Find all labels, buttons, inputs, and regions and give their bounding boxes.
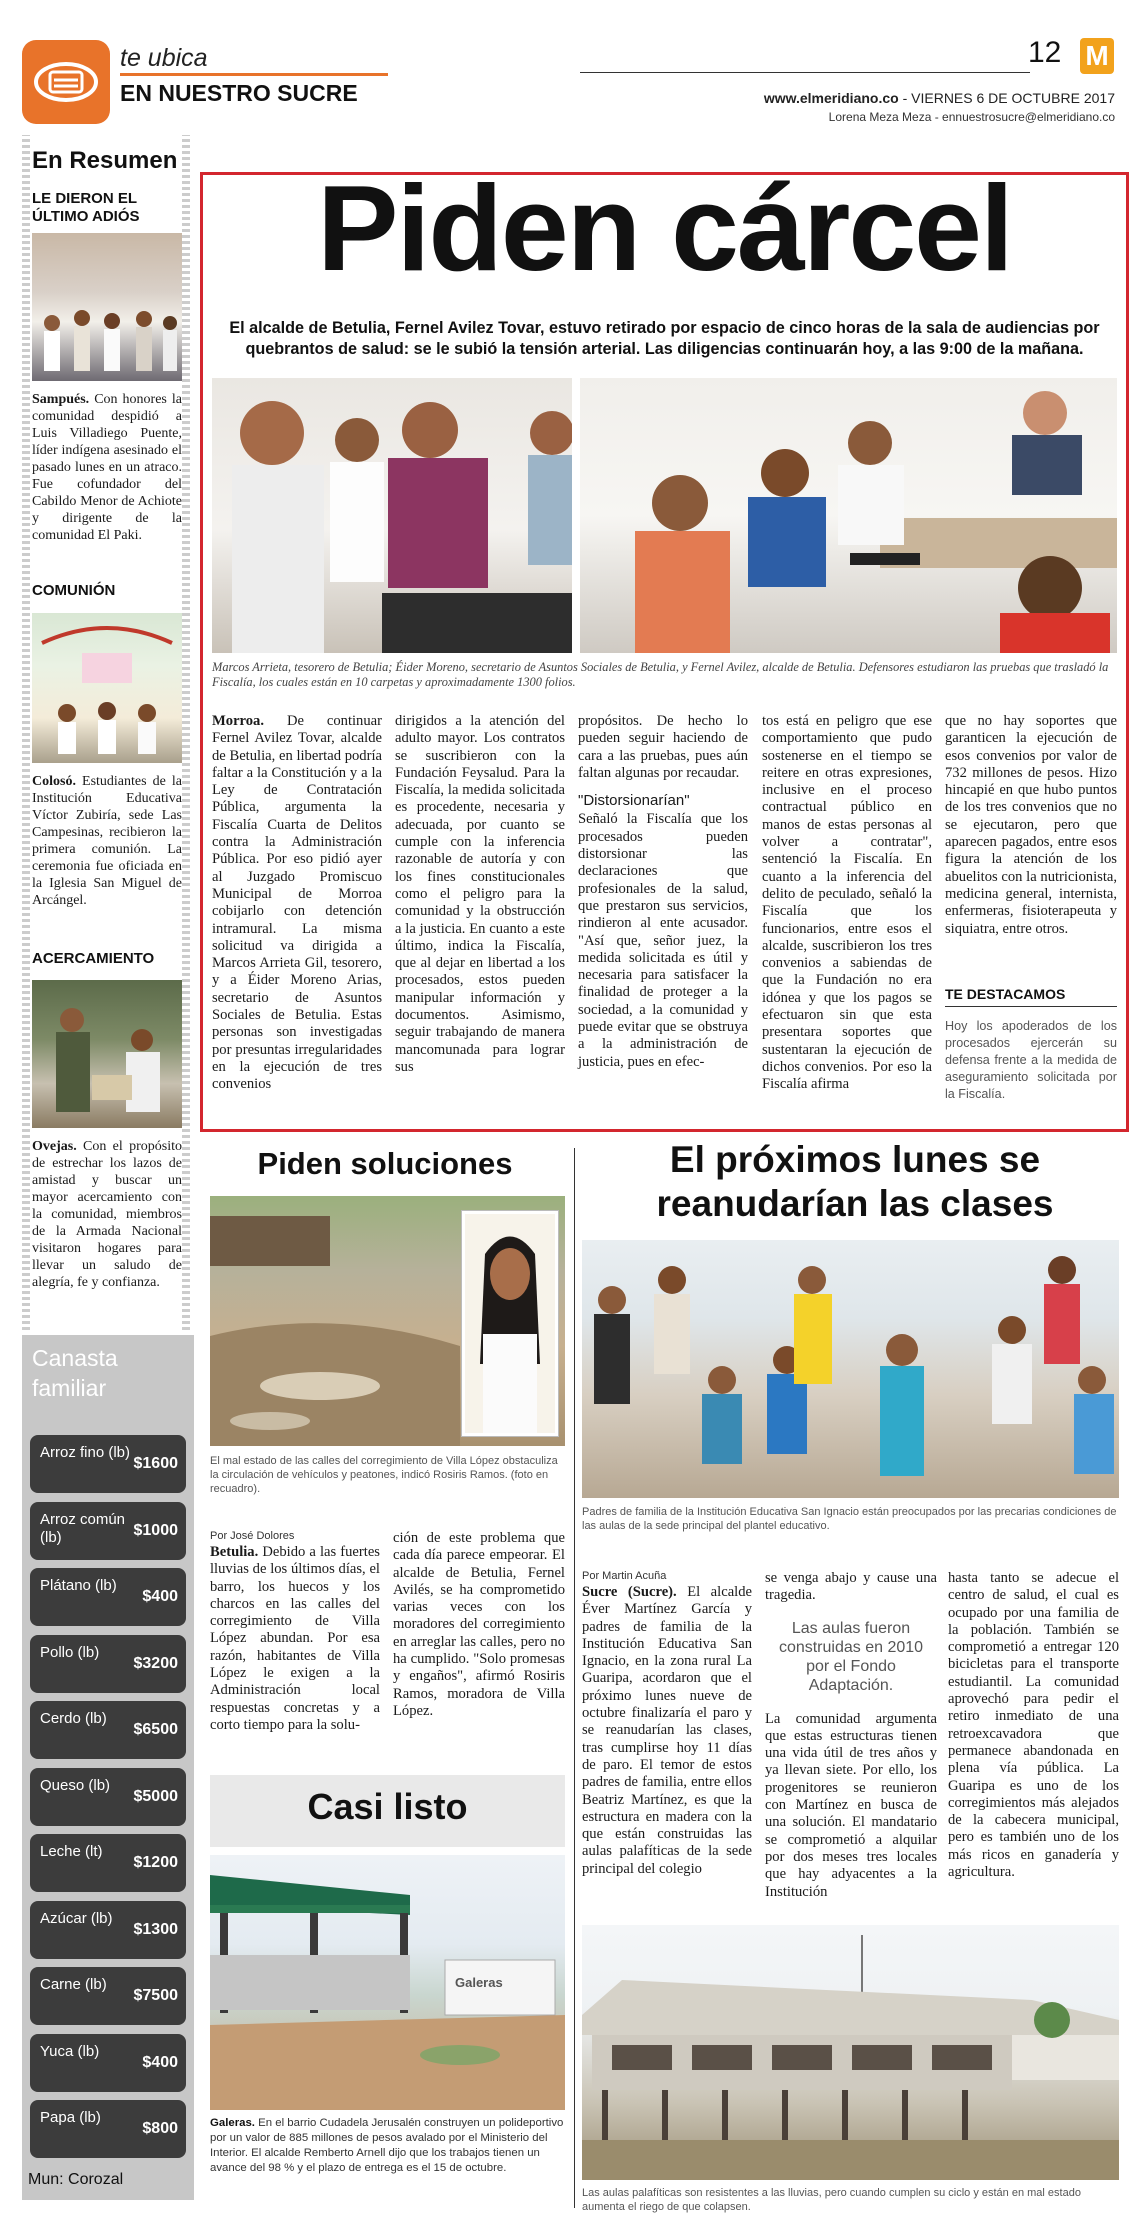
soluciones-col-2: ción de este problema que cada día parece empeorar. El alcalde de Betulia, Fernel Avilés, se ha comprometido varias veces con los moradores del corregimiento en arreglar las calles, pero no ha cumplido. "Solo promesas y engaños", afirmó Rosiris Ramos, moradora de Villa López.: [393, 1530, 565, 1719]
price-value: $400: [142, 1588, 178, 1605]
resumen-heading-1: LE DIERON EL ÚLTIMO ADIÓS: [32, 190, 140, 225]
sidebar-border-right: [182, 135, 190, 1330]
price-label: Cerdo (lb): [40, 1710, 107, 1727]
main-lead: Morroa.: [212, 713, 265, 729]
section-line2: EN NUESTRO SUCRE: [120, 80, 358, 106]
resumen-photo-2: [32, 613, 182, 763]
soluciones-byline: Por José Dolores: [210, 1530, 295, 1542]
clases-col2-text-b: La comunidad argumenta que estas estructuras tienen una vida útil de tres años y ya llevan siete. Por ello, los progenitores se reunieron con Martínez en busca de una solución. El mandatario se comprometió a alquilar por dos meses tres locales que hay adyacentes a la Institución: [765, 1710, 937, 1900]
casi-listo-text: [210, 2116, 565, 2176]
soluciones-lead: Betulia.: [210, 1544, 259, 1560]
aulas-caption: Las aulas palafíticas son resistentes a las lluvias, pero cuando cumplen su ciclo y están en mal estado aumenta el riego de que colapsen.: [582, 2187, 1081, 2213]
resumen-lead-3: Ovejas.: [32, 1139, 77, 1154]
price-label: Carne (lb): [40, 1976, 107, 1993]
officials-graphic: [212, 378, 572, 653]
price-value: $7500: [133, 1987, 178, 2004]
price-label: Yuca (lb): [40, 2042, 100, 2060]
main-col3-text-a: propósitos. De hecho lo pueden seguir haciendo de cara a las pruebas, pues aún faltan algunas por recaudar.: [578, 713, 748, 781]
price-value: $1600: [133, 1455, 178, 1472]
logo-letter: M: [1085, 40, 1109, 71]
resumen-text-3: [32, 1138, 182, 1291]
casi-listo-body: En el barrio Cudadela Jerusalén construyen un polideportivo por un valor de 885 millones de pesos avalado por el Ministerio del Interior. El alcalde Remberto Arnell dijo que los trabajos tienen un avance del 98 % y el plazo de entrega es el 15 de octubre.: [210, 2117, 564, 2174]
section-logo-icon: [22, 40, 110, 124]
main-col-3: [578, 713, 748, 1071]
price-label: Arroz común (lb): [40, 1510, 126, 1546]
price-row: [30, 1901, 186, 1959]
resumen-body-3: Con el propósito de estrechar los lazos de amistad y buscar un mayor acercamiento con la comunidad, miembros de la Armada Nacional visitaron hogares para llevar un saludo de alegría, fe y confianza.: [32, 1139, 182, 1290]
sidebar-resumen: [22, 135, 192, 1330]
price-label: Azúcar (lb): [40, 1909, 113, 1927]
main-col-2: dirigidos a la atención del adulto mayor. Los contratos se suscribieron con la Fundación Feysalud. Para la Fiscalía, la medida solicitada es procedente, necesaria y adecuada, por cuanto se cumple con la inferencia razonable de autoría y con los fines constitucionales como el peligro para la comunidad y la obstrucción a la justicia. En cuanto a este último, indica la Fiscalía, que al dejar en libertad a los procesados, estos pueden manipular información y documentos. Asimismo, seguir trabajando de manera mancomunada para lograr sus: [395, 713, 565, 1075]
resumen-body-2: Estudiantes de la Institución Educativa Víctor Zubiría, sede Las Campesinas, recibieron la primera comunión. La ceremonia fue oficiada en la Iglesia San Miguel de Arcángel.: [32, 774, 182, 908]
clases-headline: El próximos lunes se reanudarían las clases: [656, 1139, 1054, 1224]
highlight-label: TE DESTACAMOS: [945, 986, 1066, 1002]
column-divider: [574, 1148, 575, 2208]
price-row: [30, 1435, 186, 1493]
price-value: $6500: [133, 1721, 178, 1738]
resumen-text-2: [32, 773, 182, 909]
price-label: Queso (lb): [40, 1776, 111, 1794]
resumen-photo-3: [32, 980, 182, 1128]
aulas-photo: [582, 1925, 1119, 2180]
sidebar-border-left: [22, 135, 30, 1330]
price-value: $800: [142, 2120, 178, 2137]
casi-listo-headline: Casi listo: [307, 1786, 468, 1827]
resumen-photo-1: [32, 233, 182, 381]
woman-portrait-graphic: [465, 1214, 555, 1433]
canasta-panel: [22, 1335, 194, 2200]
resumen-heading-2: COMUNIÓN: [32, 582, 116, 599]
highlight-rule: [945, 1006, 1117, 1007]
resumen-body-1: Con honores la comunidad despidió a Luis Villadiego Puente, líder indígena asesinado el pasado lunes en un atraco. Fue cofundador del Cabildo Menor de Achiote y dirigente de la comunidad El Paki.: [32, 392, 182, 543]
clases-byline: Por Martin Acuña: [582, 1570, 667, 1582]
page-number: 12: [1028, 36, 1062, 69]
hearing-graphic: [580, 378, 1117, 653]
resumen-lead-2: Colosó.: [32, 774, 76, 789]
price-value: $3200: [133, 1654, 178, 1672]
clases-col-3: hasta tanto se adecue el centro de salud, el cual es ocupado por una familia de la población. También se comprometió a entregar 120 bicicletas para el transporte estudiantil. La comunidad aprovechó para pedir el retiro inmediato de una retroexcavadora que permanece abandonada en plena vía pública. La Guaripa es uno de los corregimientos más alejados de la cabecera municipal, pero es también uno de los más ricos en ganadería y agricultura.: [948, 1570, 1119, 1881]
website-date: [764, 90, 1115, 106]
clases-col2-text-a: se venga abajo y cause una tragedia.: [765, 1570, 937, 1604]
clases-col1-text: El alcalde Éver Martínez García y padres de familia de la Institución Educativa San Ignacio, en la zona rural La Guaripa, acordaron que el próximo lunes nueve de octubre finalizaría el paro y se reanudarían las clases, tras cumplirse hoy 11 días de paro. El temor de estos padres de familia, entre ellos Beatriz Martínez, es que la estructura en madera con la que están construidas las aulas palafíticas de la sede principal del colegio: [582, 1584, 752, 1877]
canasta-title: Canasta familiar: [32, 1345, 118, 1401]
soluciones-inset: [462, 1211, 558, 1436]
main-col3-text-b: Señaló la Fiscalía que los procesados pueden distorsionar las declaraciones que profesionales de la salud, que prestaron sus servicios, rindieron al ente acusador. "Así que, señor juez, la medida solicitada es útil y necesaria para satisfacer la finalidad de proteger a la sociedad, a la comunidad y puede evitar que se obstruya a la administración de justicia, pues en efec-: [578, 811, 748, 1070]
clases-photo: [582, 1240, 1119, 1498]
main-headline: Piden cárcel: [317, 160, 1012, 296]
parents-meeting-graphic: [582, 1240, 1119, 1498]
price-row: [30, 1768, 186, 1826]
resumen-lead-1: Sampués.: [32, 392, 90, 407]
crowd-graphic: [32, 233, 182, 381]
author-email: Lorena Meza Meza - ennuestrosucre@elmeridiano.co: [828, 110, 1115, 124]
price-row: [30, 1834, 186, 1892]
soluciones-caption: El mal estado de las calles del corregimiento de Villa López obstaculiza la circulación de vehículos y peatones, indicó Rosiris Ramos. (foto en recuadro).: [210, 1455, 558, 1495]
clases-lead: Sucre (Sucre).: [582, 1584, 677, 1600]
stilt-classrooms-graphic: [582, 1925, 1119, 2180]
casi-listo-photo: [210, 1855, 565, 2110]
soluciones-photo: [210, 1196, 565, 1446]
price-row: [30, 1701, 186, 1759]
soluciones-col-1: [210, 1544, 380, 1734]
casi-listo-lead: Galeras.: [210, 2117, 255, 2129]
main-col-4: tos está en peligro que ese comportamiento que pudo sostenerse en el tiempo se reitere en otras expresiones, inclusive en el proceso contractual público en manos de estas personas al volver a contratar", sentenció la Fiscalía. En cuanto a la inferencia del delito de peculado, señaló la Fiscalía que los funcionarios, entre esos el alcalde, suscribieron los tres convenios a sabiendas de que la Fundación no era idónea y que los pagos se efectuaron sin que esta presentara soportes que sustentaran la ejecución de dichos convenios. Por eso la Fiscalía afirma: [762, 713, 932, 1093]
header-rule: [580, 72, 1030, 73]
clases-caption: Padres de familia de la Institución Educativa San Ignacio están preocupados por las precarias condiciones de las aulas de la sede principal del plantel educativo.: [582, 1506, 1117, 1532]
soldiers-graphic: [32, 980, 182, 1128]
price-row: [30, 1635, 186, 1693]
price-value: $1300: [133, 1920, 178, 1938]
section-logo: [22, 40, 110, 124]
resumen-heading-3: ACERCAMIENTO: [32, 950, 155, 967]
section-underline: [120, 73, 388, 76]
main-photo-left: [212, 378, 572, 653]
price-row: [30, 1502, 186, 1560]
price-row: [30, 1568, 186, 1626]
highlight-text: Hoy los apoderados de los procesados ejercerán su defensa frente a la medida de aseguramiento solicitada por la Fiscalía.: [945, 1019, 1117, 1101]
sidebar-title: En Resumen: [32, 147, 178, 174]
price-label: Papa (lb): [40, 2109, 101, 2126]
clases-col-2: [765, 1570, 937, 1901]
resumen-text-1: [32, 391, 182, 544]
price-value: $1200: [133, 1854, 178, 1871]
price-row: [30, 1967, 186, 2025]
price-value: $400: [142, 2053, 178, 2071]
price-label: Plátano (lb): [40, 1577, 117, 1594]
main-subhead: "Distorsionarían": [578, 792, 690, 810]
soluciones-col1-text: Debido a las fuertes lluvias de los últimos días, el barro, los huecos y los charcos en las calles del corregimiento de Villa López abundan. Por esa razón, habitantes de Villa López le exigen a la Administración local respuestas concretas y a corto tiempo para la solu-: [210, 1544, 380, 1733]
canasta-municipality: Mun: Corozal: [28, 2171, 124, 2188]
issue-date: - VIERNES 6 DE OCTUBRE 2017: [898, 90, 1115, 106]
main-photo-right: [580, 378, 1117, 653]
main-col-1: [212, 713, 382, 1094]
clases-pullquote: Las aulas fueron construidas en 2010 por el Fondo Adaptación.: [778, 1619, 924, 1694]
price-row: [30, 2100, 186, 2158]
ceremony-graphic: [32, 613, 182, 763]
casi-listo-sign: Galeras: [455, 1975, 503, 1990]
clases-col-1: [582, 1584, 752, 1878]
soluciones-headline: Piden soluciones: [257, 1146, 513, 1181]
price-label: Arroz fino (lb): [40, 1444, 131, 1461]
sports-court-graphic: [210, 1855, 565, 2110]
price-label: Pollo (lb): [40, 1643, 100, 1661]
website-link[interactable]: www.elmeridiano.co: [763, 90, 899, 106]
main-col1-text: De continuar Fernel Avilez Tovar, alcalde de Betulia, en libertad podría faltar a la Constitución y a la Ley de Contratación Pública, argumenta la Fiscalía Cuarta de Delitos contra la Administración Pública. Por eso pidió ayer al Juzgado Promiscuo Municipal de Morroa cobijarlo con detención intramural. La misma solicitud va dirigida a Marcos Arrieta Gil, tesorero, y a Éider Moreno Arias, secretario de Asuntos Sociales de Betulia. Estas personas son investigadas por presuntas irregularidades en la ejecución de tres convenios: [212, 713, 382, 1093]
newspaper-logo: [1080, 38, 1114, 74]
price-value: $5000: [133, 1787, 178, 1805]
main-col-5: que no hay soportes que garanticen la ejecución de esos convenios por valor de 732 millones de pesos. Hizo hincapié en que hubo puntos de los tres convenios que no se ejecutaron, pero que aparecen pagados, entre esos figura la atención de los abuelitos con la nutricionista, medicina general, internista, enfermeras, fisioterapeuta y siquiatra, entre otros.: [945, 713, 1117, 937]
price-row: [30, 2034, 186, 2092]
price-label: Leche (lt): [40, 1843, 103, 1860]
main-photo-caption: Marcos Arrieta, tesorero de Betulia; Éider Moreno, secretario de Asuntos Sociales de Betulia, y Fernel Avilez, alcalde de Betulia. Defensores estudiaron las pruebas que trasladó la Fiscalía, los cuales están en 10 carpetas y aproximadamente 1300 folios.: [212, 660, 1109, 689]
section-line1: te ubica: [120, 44, 208, 72]
main-deck: El alcalde de Betulia, Fernel Avilez Tovar, estuvo retirado por espacio de cinco horas de la sala de audiencias por quebrantos de salud: se le subió la tensión arterial. Las diligencias continuarán hoy, a las 9:00 de la mañana.: [229, 319, 1100, 358]
price-value: $1000: [133, 1521, 178, 1539]
